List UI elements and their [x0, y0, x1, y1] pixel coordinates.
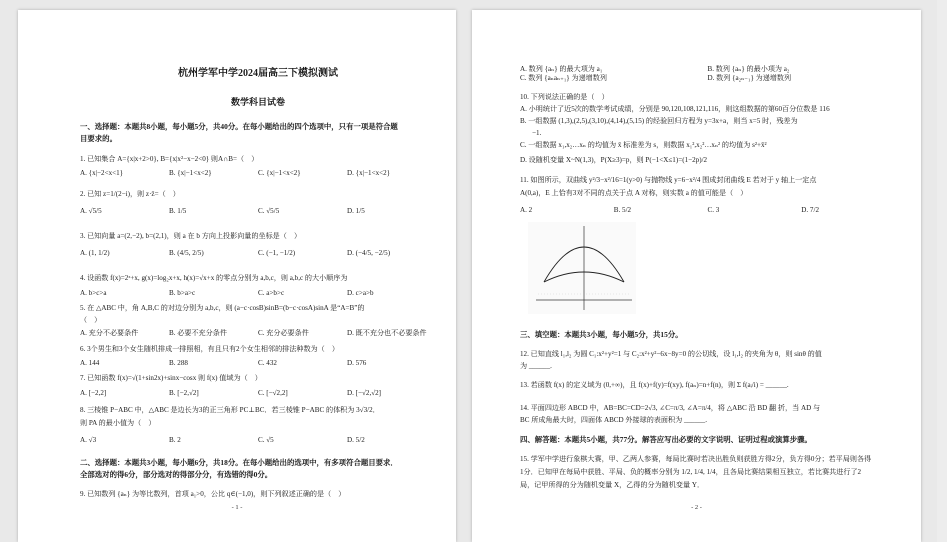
- option-b: B. 必要不充分条件: [169, 329, 227, 337]
- section-2-heading: 二、选择题：本题共3小题，每小题6分，共18分。在每小题给出的选项中，有多项符合题目要求．: [80, 458, 398, 467]
- option-d: D. [−√2,√2]: [347, 389, 382, 397]
- option-b: B. [−2,√2]: [169, 389, 199, 397]
- option-b: B. (4/5, 2/5): [169, 249, 204, 257]
- question-2-options: [80, 207, 436, 216]
- section-4-heading: 四、解答题：本题共5小题，共77分。解答应写出必要的文字说明、证明过程或演算步骤。: [520, 435, 812, 444]
- question-1-options: [80, 169, 436, 178]
- question-2: 2. 已知 z=1/(2−i)，则 z·z̄=（ ）: [80, 190, 180, 198]
- question-14-cont: BC 所成角最大时，四面体 ABCD 外接球的表面积为 ______.: [520, 416, 708, 424]
- option-b: B. 数列 {aₙ} 的最小项为 a₂: [707, 65, 790, 73]
- question-8-cont: 则 PA 的最小值为（ ）: [80, 419, 156, 427]
- question-4: 4. 设函数 f(x)=2ˣ+x, g(x)=log₂x+x, h(x)=√x+x 的零点分别为 a,b,c，则 a,b,c 的大小顺序为: [80, 274, 348, 282]
- option-a: A. 数列 {aₙ} 的最大项为 a₁: [520, 65, 603, 73]
- question-13: 13. 若函数 f(x) 的定义域为 (0,+∞)，且 f(x)+f(y)=f(xy), f(aₙ)=n+f(n)，则 Σ f(aᵢ/i) = ______.: [520, 381, 789, 389]
- option-b: B. 1/5: [169, 207, 187, 215]
- option-b: B. {x|−1<x<2}: [169, 169, 212, 177]
- question-15: 15. 学军中学进行象棋大赛，甲、乙两人参赛，每局比赛时若决出胜负则获胜方得2分，负方得0分；若平局则各得: [520, 455, 872, 463]
- viewer-scrollbar[interactable]: [937, 0, 947, 542]
- option-c: C. a>b>c: [258, 289, 285, 297]
- question-10: 10. 下列说法正确的是（ ）: [520, 93, 609, 101]
- question-7-options: [80, 389, 436, 398]
- question-11-cont: A(0,a)，E 上恰有3对不同的点关于点 A 对称，则实数 a 的值可能是（ ）: [520, 189, 748, 197]
- option-d: D. 5/2: [347, 436, 365, 444]
- question-10-option-a: A. 小明统计了近5次的数学考试成绩，分别是 90,120,108,121,116，则这组数据的第60百分位数是 116: [520, 105, 830, 113]
- option-d: D. c>a>b: [347, 289, 374, 297]
- option-a: A. {x|−2<x<1}: [80, 169, 124, 177]
- question-9: 9. 已知数列 {aₙ} 为等比数列，首项 a₁>0，公比 q∈(−1,0)，则下列叙述正确的是（ ）: [80, 490, 346, 498]
- question-8-options: [80, 436, 436, 445]
- question-5-options: [80, 329, 436, 338]
- question-11-options: [520, 206, 895, 215]
- option-c: C. (−1, −1/2): [258, 249, 296, 257]
- option-d: D. {x|−1<x<2}: [347, 169, 391, 177]
- exam-title: 杭州学军中学2024届高三下模拟测试: [178, 68, 338, 79]
- option-d: D. (−4/5, −2/5): [347, 249, 391, 257]
- option-d: D. 数列 {a₂ₙ₋₁} 为递增数列: [707, 74, 792, 83]
- question-10-option-b-cont: −1.: [532, 129, 542, 137]
- section-3-heading: 三、填空题：本题共3小题，每小题5分，共15分。: [520, 330, 683, 339]
- option-c: C. 充分必要条件: [258, 329, 309, 337]
- question-7: 7. 已知函数 f(x)=√(1+sin2x)+sinx−cosx 则 f(x) 值域为（ ）: [80, 374, 262, 382]
- question-6: 6. 3个男生和3个女生随机排成一排照相，有且只有2个女生相邻的排法种数为（ ）: [80, 345, 339, 353]
- question-10-option-d: D. 设随机变量 X~N(1,3)，P(X≥3)=p，则 P(−1<X≤1)=(1−2p)/2: [520, 156, 708, 164]
- option-b: B. 288: [169, 359, 188, 367]
- option-d: D. 7/2: [801, 206, 819, 214]
- question-8: 8. 三棱锥 P−ABC 中，△ABC 是边长为3的正三角形 PC⊥BC．若三棱锥 P−ABC 的体积为 3√3/2．: [80, 406, 380, 414]
- option-c: C. √5/5: [258, 207, 280, 215]
- question-1: 1. 已知集合 A={x|x+2>0}, B={x|x²−x−2<0} 则A∩B=（ ）: [80, 155, 259, 163]
- page-number: - 1 -: [231, 503, 243, 511]
- option-d: D. 576: [347, 359, 367, 367]
- exam-page-2: [472, 10, 921, 542]
- question-3-options: [80, 249, 436, 258]
- option-b: B. b>a>c: [169, 289, 196, 297]
- option-a: A. 充分不必要条件: [80, 329, 139, 337]
- curve-figure: [528, 222, 636, 314]
- option-a: A. 2: [520, 206, 533, 214]
- option-c: C. 3: [707, 206, 720, 214]
- option-c: C. √5: [258, 436, 274, 444]
- option-c: C. [−√2,2]: [258, 389, 288, 397]
- question-6-options: [80, 359, 436, 368]
- option-c: C. 432: [258, 359, 277, 367]
- option-c: C. 数列 {aₙaₙ₊₁} 为递增数列: [520, 74, 607, 83]
- question-10-option-b: B. 一组数据 (1,3),(2,5),(3,10),(4,14),(5,15) 的经验回归方程为 y=3x+a，则当 x=5 时，残差为: [520, 117, 798, 125]
- section-2-heading-cont: 全部选对的得6分，部分选对的得部分分，有选错的得0分。: [80, 470, 273, 479]
- page-number: - 2 -: [691, 503, 702, 511]
- question-14: 14. 平面四边形 ABCD 中，AB=BC=CD=2√3, ∠C=π/3, ∠A=π/4，将 △ABC 沿 BD 翻 折，当 AD 与: [520, 404, 821, 412]
- option-d: D. 1/5: [347, 207, 365, 215]
- question-5: 5. 在 △ABC 中，角 A,B,C 的对边分别为 a,b,c，则 (a−c·cosB)sinB=(b−c·cosA)sinA 是“A=B”的: [80, 304, 365, 312]
- exam-subtitle: 数学科目试卷: [230, 97, 285, 107]
- option-b: B. 5/2: [613, 206, 632, 214]
- option-a: A. [−2,2]: [80, 389, 107, 397]
- option-d: D. 既不充分也不必要条件: [347, 329, 427, 337]
- option-a: A. √5/5: [80, 207, 102, 215]
- option-a: A. b>c>a: [80, 289, 107, 297]
- option-a: A. √3: [80, 436, 97, 444]
- option-a: A. 144: [80, 359, 100, 367]
- question-4-options: [80, 289, 436, 298]
- question-11: 11. 如图所示，双曲线 y²/3−x²/16=1(y>0) 与抛物线 y=6−x²/4 围成封闭曲线 E 若对于 y 轴上一定点: [520, 176, 817, 184]
- question-5-blank: （ ）: [80, 316, 102, 324]
- question-12-cont: 为 ______.: [520, 362, 552, 370]
- question-15-cont-1: 1分．已知甲在每局中获胜、平局、负的概率分别为 1/2, 1/4, 1/4，且各局比赛结果相互独立，若比赛共进行了2: [520, 468, 862, 476]
- section-1-heading: 一、选择题：本题共8小题，每小题5分，共40分。在每小题给出的四个选项中，只有一项是符合题: [80, 122, 398, 131]
- question-10-option-c: C. 一组数据 x₁,x₂…xₙ 的均值为 x̄ 标准差为 s，则数据 x₁²,x₂²…xₙ² 的均值为 s²+x̄²: [520, 141, 767, 149]
- exam-page-1: [18, 10, 456, 542]
- question-9-options: [520, 65, 895, 83]
- question-3: 3. 已知向量 a=(2,−2), b=(2,1)，则 a 在 b 方向上投影向量的坐标是（ ）: [80, 232, 302, 240]
- option-a: A. (1, 1/2): [80, 249, 110, 257]
- section-1-heading-cont: 目要求的。: [80, 134, 117, 143]
- question-12: 12. 已知直线 l₁,l₂ 为圆 C₁:x²+y²=1 与 C₂:x²+y²−6x−8y=0 的公切线，设 l₁,l₂ 的夹角为 θ，则 sinθ 的值: [520, 350, 822, 358]
- question-15-cont-2: 局，记甲所得的分为随机变量 X，乙得的分为随机变量 Y．: [520, 481, 705, 489]
- option-b: B. 2: [169, 436, 181, 444]
- option-c: C. {x|−1<x<2}: [258, 169, 301, 177]
